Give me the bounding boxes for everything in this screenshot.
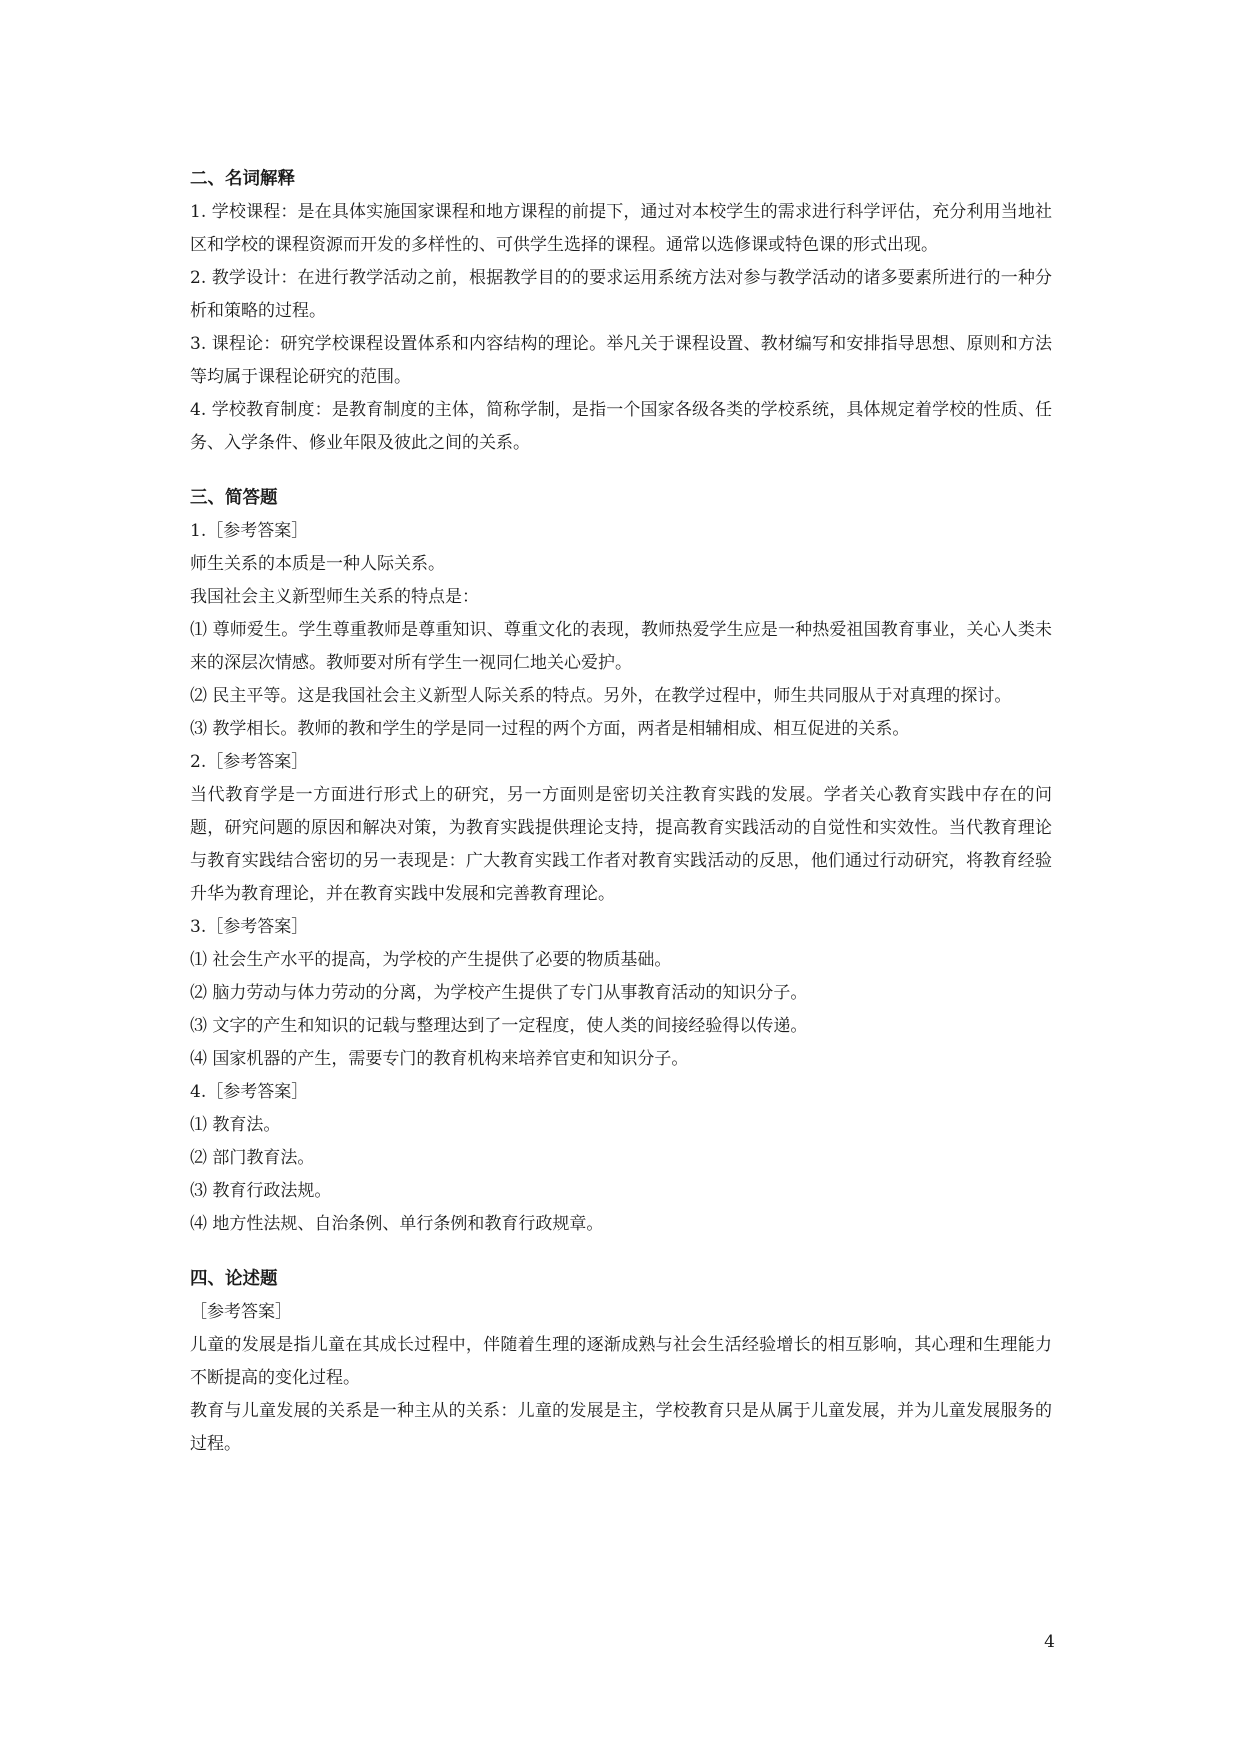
- paragraph: ⑶ 教育行政法规。: [190, 1181, 332, 1201]
- section-terms: [190, 163, 1052, 460]
- paragraph: ⑵ 部门教育法。: [190, 1148, 315, 1168]
- paragraph: ⑴ 尊师爱生。学生尊重教师是尊重知识、尊重文化的表现，教师热爱学生应是一种热爱祖国教育事业，关心人类未来的深层次情感。教师要对所有学生一视同仁地关心爱护。: [190, 620, 1052, 673]
- paragraph: 师生关系的本质是一种人际关系。: [190, 554, 445, 574]
- paragraph: ⑴ 教育法。: [190, 1115, 281, 1135]
- section-title: 四、论述题: [190, 1269, 278, 1289]
- paragraph: ⑵ 民主平等。这是我国社会主义新型人际关系的特点。另外，在教学过程中，师生共同服从于对真理的探讨。: [190, 686, 1012, 706]
- paragraph: 3.［参考答案］: [190, 917, 309, 937]
- paragraph: 1.［参考答案］: [190, 521, 309, 541]
- section-title: 二、名词解释: [190, 169, 295, 189]
- paragraph: 1. 学校课程：是在具体实施国家课程和地方课程的前提下，通过对本校学生的需求进行科学评估，充分利用当地社区和学校的课程资源而开发的多样性的、可供学生选择的课程。通常以选修课或特色课的形式出现。: [190, 202, 1052, 255]
- paragraph: 3. 课程论：研究学校课程设置体系和内容结构的理论。举凡关于课程设置、教材编写和安排指导思想、原则和方法等均属于课程论研究的范围。: [190, 334, 1052, 387]
- paragraph: 教育与儿童发展的关系是一种主从的关系：儿童的发展是主，学校教育只是从属于儿童发展，并为儿童发展服务的过程。: [190, 1401, 1052, 1454]
- paragraph: 2. 教学设计：在进行教学活动之前，根据教学目的的要求运用系统方法对参与教学活动的诸多要素所进行的一种分析和策略的过程。: [190, 268, 1052, 321]
- page-number: 4: [1044, 1632, 1055, 1652]
- paragraph: 儿童的发展是指儿童在其成长过程中，伴随着生理的逐渐成熟与社会生活经验增长的相互影响，其心理和生理能力不断提高的变化过程。: [190, 1335, 1052, 1388]
- paragraph: ⑶ 文字的产生和知识的记载与整理达到了一定程度，使人类的间接经验得以传递。: [190, 1016, 808, 1036]
- section-short-answer: [190, 482, 1052, 1241]
- paragraph: ［参考答案］: [190, 1302, 292, 1322]
- section-spacer: [190, 460, 1052, 482]
- paragraph: 4.［参考答案］: [190, 1082, 309, 1102]
- section-title: 三、简答题: [190, 488, 278, 508]
- paragraph: 2.［参考答案］: [190, 752, 309, 772]
- document-body: [190, 163, 1052, 1461]
- section-essay: [190, 1263, 1052, 1461]
- paragraph: ⑶ 教学相长。教师的教和学生的学是同一过程的两个方面，两者是相辅相成、相互促进的关系。: [190, 719, 910, 739]
- paragraph: 我国社会主义新型师生关系的特点是：: [190, 587, 479, 607]
- paragraph: ⑷ 国家机器的产生，需要专门的教育机构来培养官吏和知识分子。: [190, 1049, 689, 1069]
- paragraph: 当代教育学是一方面进行形式上的研究，另一方面则是密切关注教育实践的发展。学者关心教育实践中存在的问题，研究问题的原因和解决对策，为教育实践提供理论支持，提高教育实践活动的自觉性和实效性。当代教育理论与教育实践结合密切的另一表现是：广大教育实践工作者对教育实践活动的反思，他们通过行动研究，将教育经验升华为教育理论，并在教育实践中发展和完善教育理论。: [190, 785, 1052, 904]
- paragraph: ⑵ 脑力劳动与体力劳动的分离，为学校产生提供了专门从事教育活动的知识分子。: [190, 983, 808, 1003]
- paragraph: 4. 学校教育制度：是教育制度的主体，简称学制，是指一个国家各级各类的学校系统，具体规定着学校的性质、任务、入学条件、修业年限及彼此之间的关系。: [190, 400, 1052, 453]
- paragraph: ⑴ 社会生产水平的提高，为学校的产生提供了必要的物质基础。: [190, 950, 672, 970]
- paragraph: ⑷ 地方性法规、自治条例、单行条例和教育行政规章。: [190, 1214, 604, 1234]
- section-spacer: [190, 1241, 1052, 1263]
